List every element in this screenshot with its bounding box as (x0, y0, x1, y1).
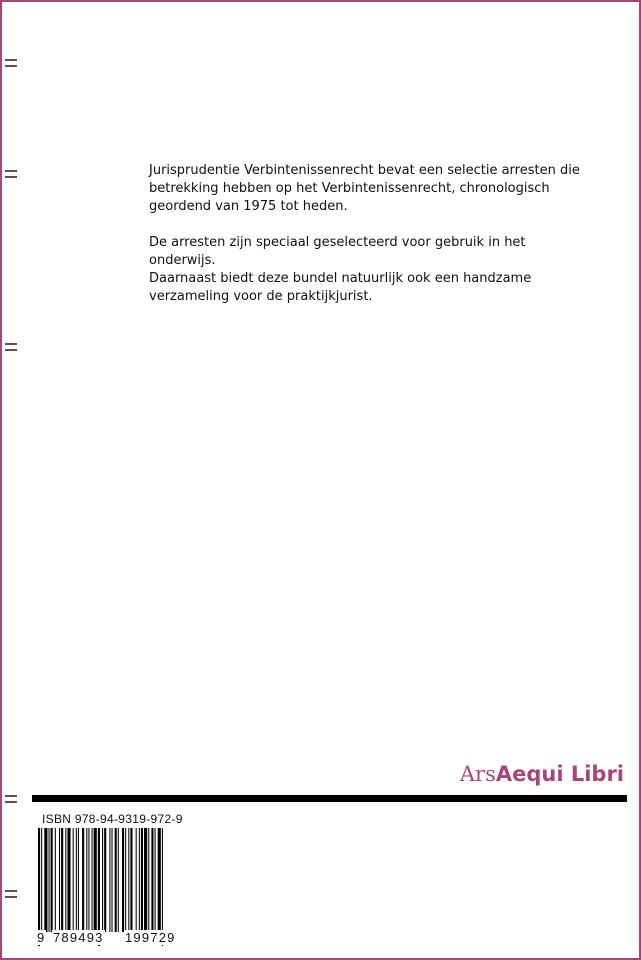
barcode-bar (78, 828, 79, 932)
barcode-bar (38, 828, 40, 946)
trim-mark (5, 343, 17, 351)
barcode-bar (112, 828, 113, 932)
publisher-logo (460, 762, 624, 786)
barcode-bar (92, 828, 93, 932)
barcode-bar (151, 828, 153, 932)
barcode-bar (122, 828, 124, 932)
barcode-bar (158, 828, 161, 932)
barcode-bar (128, 828, 129, 932)
barcode-bar (155, 828, 156, 932)
barcode-digit-group-2: 199729 (125, 930, 176, 945)
blurb-paragraph-2-line-1: De arresten zijn speciaal geselecteerd voor gebruik in het onderwijs. (149, 235, 526, 268)
barcode-bar (144, 828, 147, 932)
barcode-bar (118, 828, 119, 932)
barcode-bar (98, 828, 100, 946)
barcode-bar (104, 828, 106, 932)
barcode-bar (67, 828, 70, 932)
barcode-bar (162, 828, 163, 946)
barcode-digit-group-1: 789493 (53, 930, 104, 945)
isbn-label: ISBN 978-94-9319-972-9 (42, 812, 183, 826)
barcode-bar (49, 828, 50, 932)
blurb-paragraph-1: Jurisprudentie Verbintenissenrecht bevat een selectie arresten die betrekking hebben op het Verbintenissenrecht, chronologisch geordend van 1975 tot heden. (149, 163, 580, 214)
barcode-bar (59, 828, 60, 932)
barcode-bar (61, 828, 63, 932)
barcode-bar (115, 828, 117, 932)
barcode-bar (82, 828, 84, 932)
barcode-bar (148, 828, 149, 932)
trim-mark (5, 59, 17, 67)
barcode-bar (88, 828, 89, 932)
publisher-logo-part2: Aequi Libri (495, 762, 624, 786)
barcode-bar (76, 828, 77, 932)
divider-rule (32, 795, 627, 802)
publisher-logo-part1: Ars (459, 762, 496, 786)
barcode-bar (86, 828, 87, 932)
trim-mark (5, 890, 17, 898)
barcode-bar (94, 828, 97, 932)
blurb-paragraph-2-line-2: Daarnaast biedt deze bundel natuurlijk ook een handzame verzameling voor de praktijkjurist. (149, 271, 532, 304)
barcode-bar (102, 828, 103, 932)
barcode-bar (44, 828, 47, 932)
barcode-bar (65, 828, 66, 932)
barcode-bar (109, 828, 110, 932)
barcode-bar (130, 828, 132, 932)
barcode-first-digit: 9 (37, 930, 46, 945)
barcode-bar (139, 828, 140, 932)
barcode-bar (51, 828, 53, 932)
barcode-bar (125, 828, 126, 932)
barcode-bar (141, 828, 143, 932)
trim-mark (5, 170, 17, 178)
barcode-bar (41, 828, 42, 932)
barcode-bar (55, 828, 56, 932)
barcode-bar (73, 828, 74, 932)
cover-blurb (149, 162, 589, 306)
trim-mark (5, 795, 17, 803)
barcode-bar (136, 828, 137, 932)
